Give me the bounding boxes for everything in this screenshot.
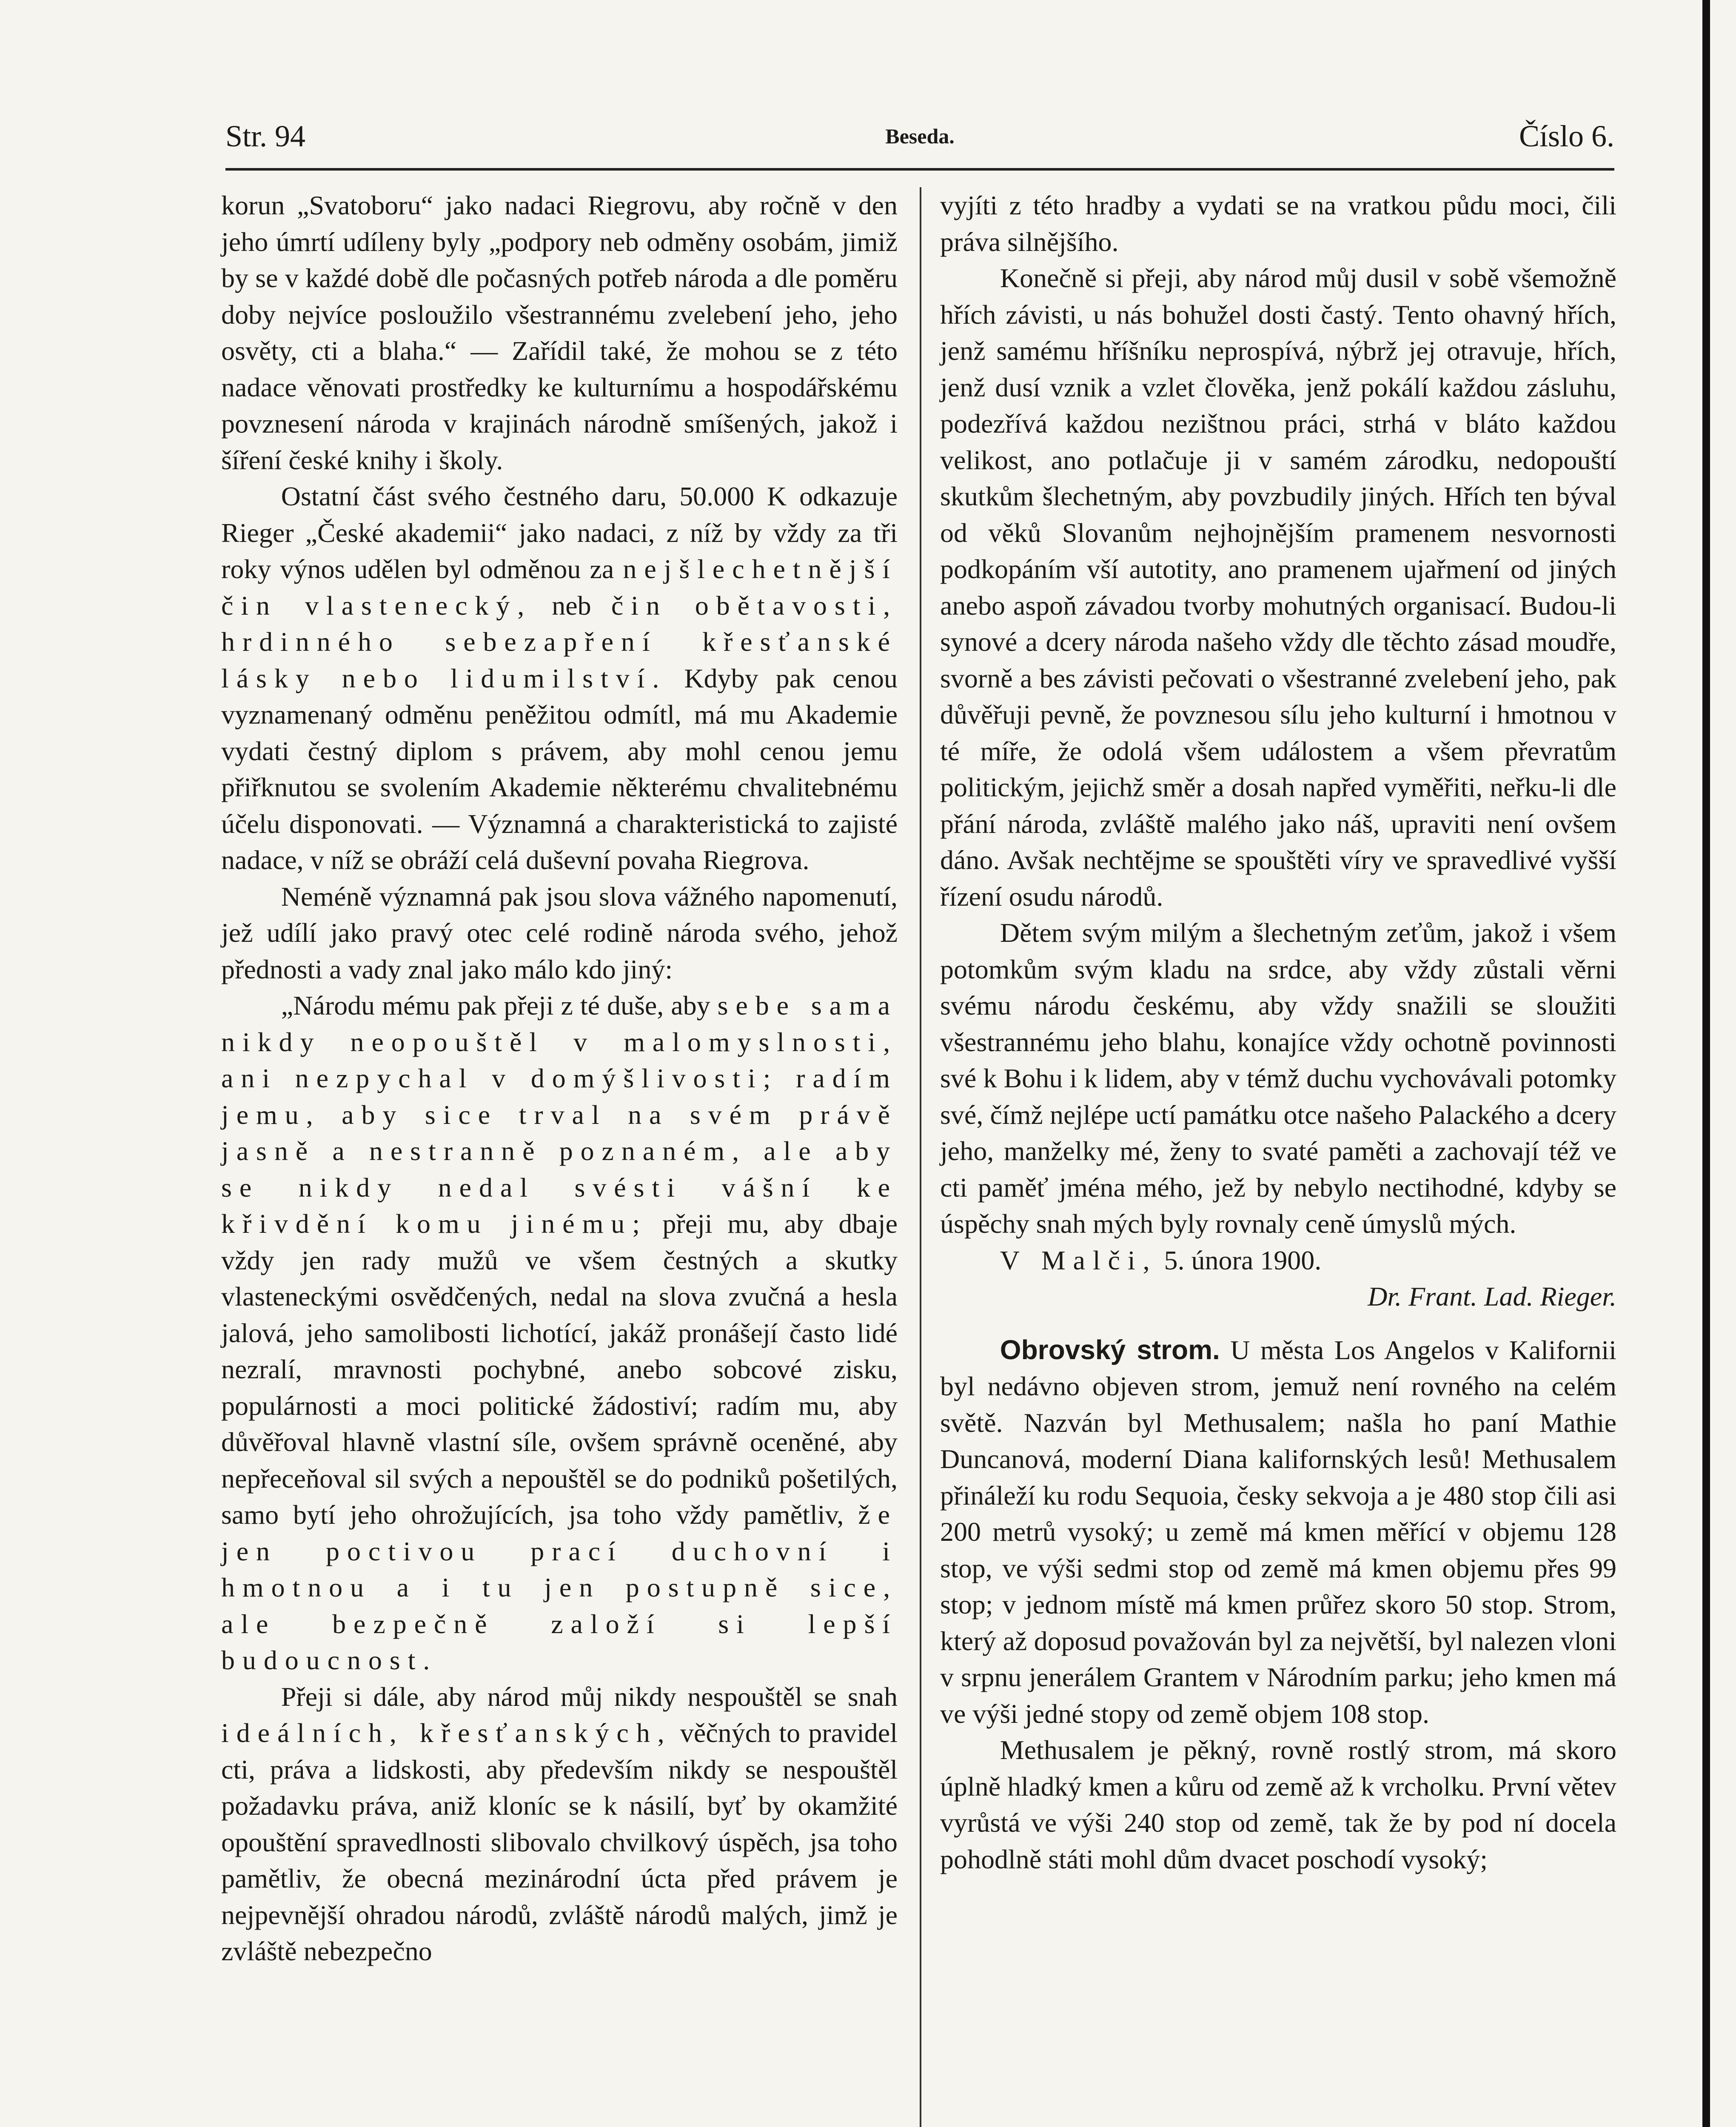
section-title: Obrovský strom. [1000,1334,1220,1365]
text-run: „Národu mému pak přeji z té duše, aby [281,990,718,1021]
paragraph: Dětem svým milým a šlechetným zeťům, jakož i všem potomkům svým kladu na srdce, aby vždy zůstali věrni svému národu českému, aby vždy snažili se sloužiti všestrannému jeho blahu, konajíce vždy ochotně povinnosti své k Bohu i k lidem, aby v témž duchu vychovávali potomky své, čímž nejlépe uctí památku otce našeho Palackého a dcery jeho, manželky mé, ženy to svaté paměti a zachovají též ve cti paměť jména mého, jež by nebylo nectihodné, kdyby se úspěchy snah mých byly rovnaly ceně úmyslů mých. [940,918,1616,1239]
paragraph: Konečně si přeji, aby národ můj dusil v sobě všemožně hřích závisti, u nás bohužel dosti častý. Tento ohavný hřích, jenž samému hříšníku neprospívá, nýbrž jej otravuje, hřích, jenž dusí vznik a vzlet člověka, jenž pokálí každou zásluhu, podezřívá každou nezištnou práci, strhá v bláto každou velikost, ano potlačuje ji v samém zárodku, nedopouští skutkům šlechetným, aby povzbudily jiných. Hřích ten býval od věků Slovanům nejhojnějším pramenem nesvornosti podkopáním vší autotity, ano pramenem ujařmení od jiných anebo aspoň závadou tvorby mohutných organisací. Budou-li synové a dcery národa našeho vždy dle těchto zásad moudře, svorně a bes závisti pečovati o všestranné zvelebení jeho, pak důvěřuji pevně, že povznesou sílu jeho kulturní i hmotnou v té míře, že odolá všem událostem a všem převratům politickým, jejichž směr a dosah napřed vyměřiti, neřku-li dle přání národa, zvláště malého jako náš, upraviti není ovšem dáno. Avšak nechtějme se spouštěti víry ve spravedlivé vyšší řízení osudu národů. [940,263,1616,912]
spaced-text: nejšlechetnější čin vlastenecký, [221,554,898,621]
paragraph: korun „Svatoboru“ jako nadaci Riegrovu, aby ročně v den jeho úmrtí udíleny byly „podpory neb odměny osobám, jimiž by se v každé době dle počasných potřeb národa a dle poměru doby nejvíce posloužilo všestrannému zvelebení jeho, jeho osvěty, cti a blaha.“ — Zařídil také, že mohou se z této nadace věnovati prostředky ke kulturnímu a hospodářskému povznesení národa v krajinách národně smíšených, jakož i šíření české knihy i školy. [221,190,898,475]
right-column [940,187,1616,1877]
spaced-text: sebe sama nikdy neopouštěl v malomyslnosti, ani nezpychal v domýšlivosti; radím jemu, aby sice trval na svém právě jasně a nestranně poznaném, ale aby se nikdy nedal svésti vášní ke křivdění komu jinému; [221,990,898,1239]
paragraph: Methusalem je pěkný, rovně rostlý strom, má skoro úplně hladký kmen a kůru od země až k vrcholku. První větev vyrůstá ve výši 240 stop od země, tak že by pod ní docela pohodlně státi mohl dům dvacet poschodí vysoký; [940,1735,1616,1874]
column-divider [920,187,921,2127]
page-number: Str. 94 [225,119,306,153]
page-header [225,113,1614,160]
paragraph [221,1679,898,1970]
paragraph: vyjíti z této hradby a vydati se na vratkou půdu moci, čili práva silnějšího. [940,190,1616,257]
date-text: 5. února 1900. [1157,1245,1322,1275]
spaced-text: ideálních, křesťanských, [221,1718,672,1748]
text-run: Přeji si dále, aby národ můj nikdy nespouštěl se snah [281,1681,898,1712]
issue-number: Číslo 6. [1519,119,1614,153]
spaced-text: čin obětavosti, hrdinného sebezapření křesťanské lásky nebo lidumilství. [221,590,898,693]
paragraph [221,478,898,878]
text-run: U města Los Angelos v Kalifornii byl nedávno objeven strom, jemuž není rovného na celém světě. Nazván byl Methusalem; našla ho paní Mathie Duncanová, moderní Diana kalifornských lesů! Methusalem přináleží ku rodu Sequoia, česky sekvoja a je 480 stop čili asi 200 metrů vysoký; u země má kmen měřící v objemu 128 stop, ve výši sedmi stop od země má kmen objemu přes 99 stop; v jednom místě má kmen průřez skoro 50 stop. Strom, který až doposud považován byl za největší, byl nalezen vloni v srpnu jenerálem Grantem v Národním parku; jeho kmen má ve výši jedné stopy od země objem 108 stop. [940,1334,1617,1729]
text-run: věčných to pravidel cti, práva a lidskosti, aby především nikdy se nespouštěl požadavku práva, aniž kloníc se k násilí, byť by okamžité opouštění spravedlnosti slibovalo chvilkový úspěch, jsa toho pamětliv, že obecná mezinárodní úcta před právem je nejpevnější ohradou národů, zvláště národů malých, jimž je zvláště nebezpečno [221,1718,898,1966]
scan-edge [1702,0,1710,2127]
text-run: neb [532,590,611,621]
text-run: Ostatní část svého čestného daru, 50.000 K odkazuje Rieger „České akademii“ jako nadaci, z níž by vždy za tři roky výnos udělen byl odměnou za [221,481,898,584]
header-rule [225,168,1614,171]
left-column [221,187,898,1970]
spaced-text: že jen poctivou prací duchovní i hmotnou a i tu jen postupně sice, ale bezpečně založí si lepší budoucnost. [221,1500,898,1675]
journal-title: Beseda. [885,124,955,148]
date-line [940,1242,1616,1279]
text-run: Kdyby pak cenou vyznamenaný odměnu peněžitou odmítl, má mu Akademie vydati čestný diplom s právem, aby mohl cenou jemu přiřknutou se svolením Akademie některému chvalitebnému účelu disponovati. — Významná a charakteristická to zajisté nadace, v níž se obráží celá duševní povaha Riegrova. [221,663,898,875]
place-name: V Malči, [1000,1245,1157,1275]
signature: Dr. Frant. Lad. Rieger. [1368,1281,1616,1312]
paragraph [940,1332,1616,1732]
paragraph [221,987,898,1679]
text-run: přeji mu, aby dbaje vždy jen rady mužů ve všem čestných a skutky vlasteneckými osvědčených, nedal na slova zvučná a hesla jalová, jeho samolibosti lichotící, jakáž pronášejí často lidé nezralí, mravnosti pochybné, anebo sobcové zisku, populárnosti a moci politické žádostiví; radím mu, aby důvěřoval hlavně vlastní síle, ovšem správně oceněné, aby nepřeceňoval sil svých a nepouštěl se do podniků pošetilých, samo bytí jeho ohrožujících, jsa toho vždy pamětliv, [221,1209,898,1530]
paragraph: Neméně významná pak jsou slova vážného napomenutí, jež udílí jako pravý otec celé rodině národa svého, jehož přednosti a vady znal jako málo kdo jiný: [221,881,898,984]
